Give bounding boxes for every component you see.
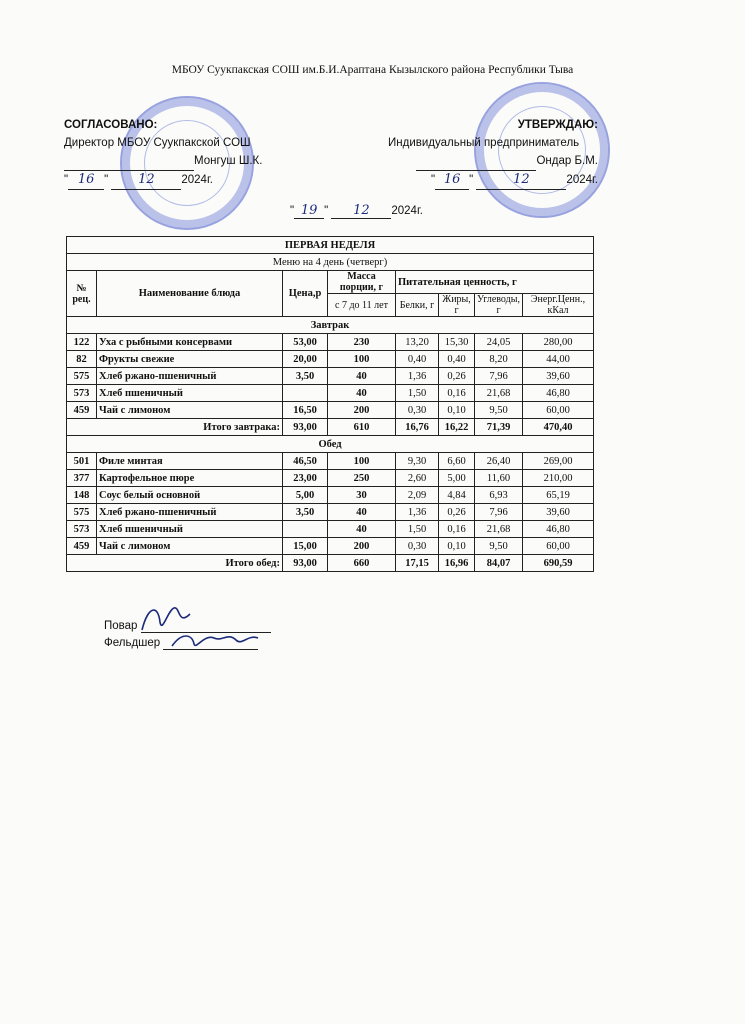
- row-dish: Чай с лимоном: [97, 402, 283, 419]
- breakfast-section-row: [67, 317, 594, 334]
- approval-approve-day: 16: [435, 171, 469, 190]
- row-num: 459: [67, 538, 97, 555]
- row-mass: 40: [328, 368, 396, 385]
- lunch-total-energy: 690,59: [523, 555, 594, 572]
- col-header-energy: Энерг.Ценн., кКал: [523, 294, 594, 317]
- approval-approve-year: 2024г.: [566, 174, 598, 186]
- row-price: 16,50: [283, 402, 328, 419]
- row-fat: 0,40: [439, 351, 475, 368]
- row-protein: 0,30: [396, 538, 439, 555]
- row-dish: Хлеб пшеничный: [97, 385, 283, 402]
- approval-agreed-name: Монгуш Ш.К.: [194, 155, 263, 167]
- approval-agreed-signature-line: [64, 152, 284, 171]
- breakfast-total-label: Итого завтрака:: [67, 419, 283, 436]
- row-dish: Фрукты свежие: [97, 351, 283, 368]
- lunch-section-row: [67, 436, 594, 453]
- col-header-fat: Жиры, г: [439, 294, 475, 317]
- menu-date-year: 2024г.: [391, 205, 423, 217]
- row-energy: 60,00: [523, 402, 594, 419]
- row-energy: 65,19: [523, 487, 594, 504]
- row-protein: 13,20: [396, 334, 439, 351]
- lunch-total-protein: 17,15: [396, 555, 439, 572]
- table-row: [67, 521, 594, 538]
- row-mass: 200: [328, 538, 396, 555]
- row-carbs: 21,68: [475, 385, 523, 402]
- row-num: 377: [67, 470, 97, 487]
- row-carbs: 7,96: [475, 504, 523, 521]
- row-fat: 5,00: [439, 470, 475, 487]
- row-num: 573: [67, 385, 97, 402]
- row-carbs: 9,50: [475, 402, 523, 419]
- row-price: [283, 385, 328, 402]
- approval-approve-date: " 16 " 12 2024г.: [388, 171, 598, 190]
- row-mass: 40: [328, 385, 396, 402]
- lunch-total-fat: 16,96: [439, 555, 475, 572]
- menu-title-row: [67, 254, 594, 271]
- approval-approve-block: [388, 116, 598, 190]
- table-row: [67, 504, 594, 521]
- row-carbs: 7,96: [475, 368, 523, 385]
- row-carbs: 6,93: [475, 487, 523, 504]
- organization-header: МБОУ Суукпакская СОШ им.Б.И.Араптана Кызылского района Республики Тыва: [171, 64, 574, 76]
- breakfast-total-fat: 16,22: [439, 419, 475, 436]
- row-protein: 1,50: [396, 521, 439, 538]
- lunch-total-label: Итого обед:: [67, 555, 283, 572]
- table-row: [67, 538, 594, 555]
- breakfast-total-price: 93,00: [283, 419, 328, 436]
- row-price: 53,00: [283, 334, 328, 351]
- row-num: 575: [67, 368, 97, 385]
- row-protein: 2,09: [396, 487, 439, 504]
- row-dish: Филе минтая: [97, 453, 283, 470]
- col-header-carbs: Углеводы, г: [475, 294, 523, 317]
- breakfast-total-energy: 470,40: [523, 419, 594, 436]
- row-num: 575: [67, 504, 97, 521]
- medic-signature-mark: [170, 628, 260, 654]
- approval-agreed-month: 12: [111, 171, 181, 190]
- approval-agreed-day: 16: [68, 171, 104, 190]
- col-header-protein: Белки, г: [396, 294, 439, 317]
- lunch-total-mass: 660: [328, 555, 396, 572]
- row-energy: 46,80: [523, 385, 594, 402]
- row-fat: 4,84: [439, 487, 475, 504]
- row-mass: 100: [328, 453, 396, 470]
- row-dish: Хлеб пшеничный: [97, 521, 283, 538]
- menu-date: " 19 " 12 2024г.: [290, 203, 423, 218]
- header-row-1: [67, 271, 594, 294]
- row-mass: 100: [328, 351, 396, 368]
- row-energy: 269,00: [523, 453, 594, 470]
- menu-date-day: 19: [294, 203, 324, 219]
- approval-agreed-title: СОГЛАСОВАНО:: [64, 119, 158, 131]
- medic-label: Фельдшер: [104, 637, 161, 649]
- col-header-price: Цена,р: [283, 271, 328, 317]
- row-energy: 39,60: [523, 504, 594, 521]
- row-mass: 230: [328, 334, 396, 351]
- row-dish: Хлеб ржано-пшеничный: [97, 368, 283, 385]
- lunch-total-row: [67, 555, 594, 572]
- row-dish: Соус белый основной: [97, 487, 283, 504]
- row-protein: 9,30: [396, 453, 439, 470]
- row-num: 82: [67, 351, 97, 368]
- col-header-mass-sub: с 7 до 11 лет: [328, 294, 396, 317]
- row-mass: 250: [328, 470, 396, 487]
- row-mass: 200: [328, 402, 396, 419]
- table-row: [67, 402, 594, 419]
- row-num: 459: [67, 402, 97, 419]
- col-header-dish: Наименование блюда: [97, 271, 283, 317]
- row-energy: 44,00: [523, 351, 594, 368]
- row-fat: 0,26: [439, 368, 475, 385]
- approval-agreed-date: " 16 " 12 2024г.: [64, 171, 284, 190]
- lunch-title: Обед: [67, 436, 594, 453]
- row-energy: 210,00: [523, 470, 594, 487]
- row-num: 573: [67, 521, 97, 538]
- row-energy: 46,80: [523, 521, 594, 538]
- row-dish: Уха с рыбными консервами: [97, 334, 283, 351]
- cook-label: Повар: [104, 620, 138, 632]
- row-protein: 1,50: [396, 385, 439, 402]
- row-energy: 280,00: [523, 334, 594, 351]
- row-carbs: 26,40: [475, 453, 523, 470]
- col-header-num: № рец.: [67, 271, 97, 317]
- menu-date-month: 12: [331, 203, 391, 219]
- approval-approve-title: УТВЕРЖДАЮ:: [517, 119, 598, 131]
- row-carbs: 11,60: [475, 470, 523, 487]
- row-price: 23,00: [283, 470, 328, 487]
- table-row: [67, 487, 594, 504]
- approval-agreed-year: 2024г.: [181, 174, 213, 186]
- row-energy: 60,00: [523, 538, 594, 555]
- breakfast-title: Завтрак: [67, 317, 594, 334]
- row-fat: 0,10: [439, 538, 475, 555]
- row-price: 3,50: [283, 368, 328, 385]
- col-header-nutrition: Питательная ценность, г: [396, 271, 594, 294]
- row-mass: 40: [328, 504, 396, 521]
- row-mass: 30: [328, 487, 396, 504]
- week-title: ПЕРВАЯ НЕДЕЛЯ: [67, 237, 594, 254]
- row-num: 148: [67, 487, 97, 504]
- breakfast-total-mass: 610: [328, 419, 396, 436]
- row-num: 501: [67, 453, 97, 470]
- row-carbs: 21,68: [475, 521, 523, 538]
- row-energy: 39,60: [523, 368, 594, 385]
- row-mass: 40: [328, 521, 396, 538]
- row-price: 15,00: [283, 538, 328, 555]
- approval-approve-name: Ондар Б.М.: [536, 155, 598, 167]
- row-price: [283, 521, 328, 538]
- approval-approve-signature-line: [388, 152, 598, 171]
- row-price: 46,50: [283, 453, 328, 470]
- table-row: [67, 453, 594, 470]
- menu-table: [66, 236, 594, 572]
- row-fat: 6,60: [439, 453, 475, 470]
- row-carbs: 9,50: [475, 538, 523, 555]
- approval-approve-month: 12: [476, 171, 566, 190]
- row-protein: 1,36: [396, 504, 439, 521]
- lunch-total-price: 93,00: [283, 555, 328, 572]
- row-num: 122: [67, 334, 97, 351]
- row-fat: 0,26: [439, 504, 475, 521]
- row-fat: 0,16: [439, 385, 475, 402]
- approval-agreed-position: Директор МБОУ Суукпакской СОШ: [64, 137, 251, 149]
- row-protein: 0,40: [396, 351, 439, 368]
- table-row: [67, 470, 594, 487]
- table-row: [67, 334, 594, 351]
- row-dish: Чай с лимоном: [97, 538, 283, 555]
- row-price: 3,50: [283, 504, 328, 521]
- table-row: [67, 368, 594, 385]
- row-fat: 0,10: [439, 402, 475, 419]
- row-dish: Картофельное пюре: [97, 470, 283, 487]
- lunch-total-carbs: 84,07: [475, 555, 523, 572]
- row-dish: Хлеб ржано-пшеничный: [97, 504, 283, 521]
- menu-title: Меню на 4 день (четверг): [67, 254, 594, 271]
- row-protein: 1,36: [396, 368, 439, 385]
- approval-agreed-block: [64, 116, 284, 190]
- approval-approve-position: Индивидуальный предприниматель: [388, 137, 580, 149]
- breakfast-total-row: [67, 419, 594, 436]
- week-title-row: [67, 237, 594, 254]
- breakfast-total-carbs: 71,39: [475, 419, 523, 436]
- row-price: 5,00: [283, 487, 328, 504]
- row-fat: 15,30: [439, 334, 475, 351]
- table-row: [67, 351, 594, 368]
- row-price: 20,00: [283, 351, 328, 368]
- row-carbs: 24,05: [475, 334, 523, 351]
- col-header-mass: Масса порции, г: [328, 271, 396, 294]
- row-protein: 2,60: [396, 470, 439, 487]
- row-protein: 0,30: [396, 402, 439, 419]
- row-fat: 0,16: [439, 521, 475, 538]
- row-carbs: 8,20: [475, 351, 523, 368]
- breakfast-total-protein: 16,76: [396, 419, 439, 436]
- table-row: [67, 385, 594, 402]
